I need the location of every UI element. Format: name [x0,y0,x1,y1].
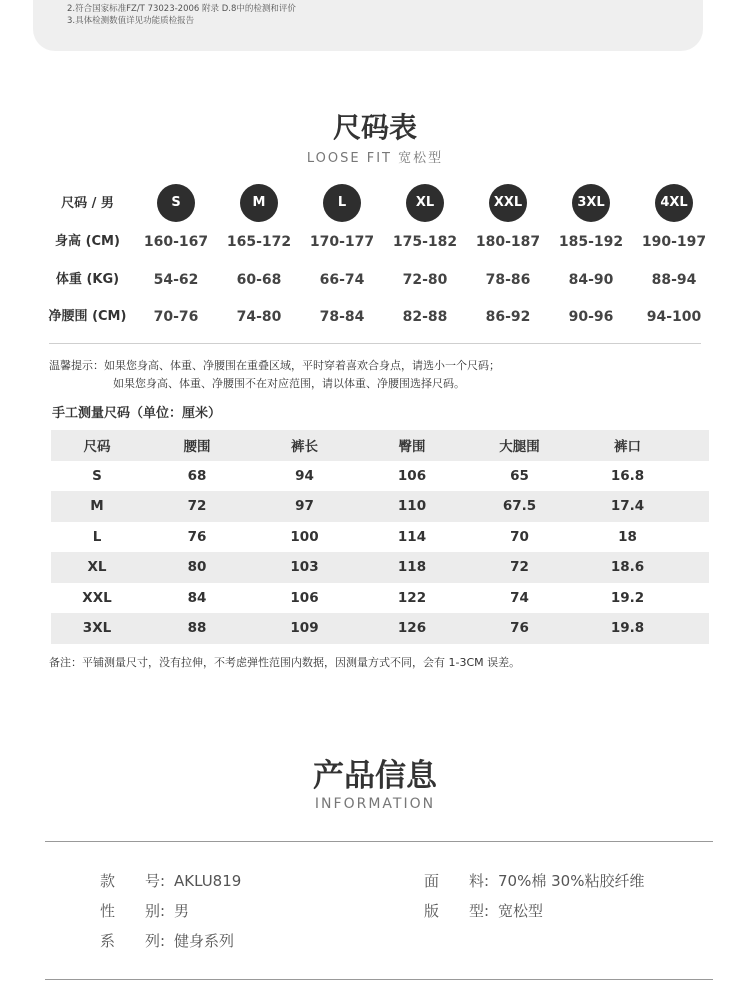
size-badge: L [323,184,361,222]
divider [45,979,713,980]
table-row [51,522,709,553]
table-cell: 17.4 [610,498,645,515]
table-cell: 16.8 [610,467,645,484]
table-row [51,552,709,583]
divider [45,841,713,842]
table-row [51,461,709,492]
table-cell: 80 [187,559,207,576]
table-cell: 18.6 [610,559,645,576]
table-cell: 68 [187,467,207,484]
table-cell: 76 [187,528,207,545]
table-spacer [682,613,709,644]
measure-table-title: 手工测量尺码（单位：厘米） [52,406,222,421]
top-note-line-2: 2.符合国家标准FZ/T 73023-2006 附录 D.8中的检测和评价 [67,4,296,14]
product-info-title: 产品信息 [313,758,437,794]
info-value: AKLU819 [174,872,242,890]
size-header-label: 尺码 / 男 [61,196,114,211]
size-header-row [40,184,720,224]
table-cell: 94 [295,467,314,484]
info-item-fit [424,900,543,921]
waist-label: 净腰围 (CM) [48,309,127,324]
table-cell: 72 [187,498,207,515]
table-cell: 122 [397,589,427,606]
info-label: 系 列: [100,932,166,950]
table-cell: 88 [187,620,207,637]
size-cell: 165-172 [226,234,292,250]
weight-row [40,260,720,300]
size-cell: 66-74 [319,272,365,288]
size-cell: 88-94 [651,272,697,288]
info-label: 版 型: [424,902,490,920]
table-cell: 18 [618,528,637,545]
size-cell: 170-177 [309,234,375,250]
height-label: 身高 (CM) [55,234,120,249]
table-cell: 106 [290,589,319,606]
table-cell: 76 [510,620,529,637]
table-cell: XL [87,559,107,576]
size-cell: 190-197 [641,234,707,250]
size-cell: 175-182 [392,234,458,250]
info-value: 健身系列 [174,932,235,950]
top-note-line-3: 3.具体检测数值详见功能质检报告 [67,16,195,26]
size-cell: 74-80 [236,309,282,325]
size-cell: 78-84 [319,309,365,325]
table-cell: 84 [187,589,207,606]
table-cell: 19.8 [610,620,645,637]
table-header-row [51,430,709,461]
weight-label: 体重 (KG) [55,272,120,287]
measure-table [51,430,709,644]
size-cell: 78-86 [485,272,531,288]
size-cell: 70-76 [153,309,199,325]
table-row [51,491,709,522]
table-cell: M [90,498,104,515]
size-cell: 94-100 [646,309,702,325]
table-cell: 72 [510,559,529,576]
table-spacer [682,430,709,461]
table-cell: XXL [82,589,112,606]
size-cell: 60-68 [236,272,282,288]
size-cell: 185-192 [558,234,624,250]
table-cell: 65 [510,467,529,484]
column-header: 裤口 [614,439,641,456]
column-header: 腰围 [183,439,211,456]
size-badge: M [240,184,278,222]
table-cell: 67.5 [502,498,537,515]
size-cell: 180-187 [475,234,541,250]
table-cell: 74 [510,589,529,606]
size-chart-title: 尺码表 [332,111,417,144]
waist-row [40,297,720,337]
table-cell: 126 [397,620,427,637]
table-cell: 3XL [82,620,112,637]
info-item-style-no [100,870,241,891]
size-cell: 86-92 [485,309,531,325]
table-spacer [682,552,709,583]
tip-line-1: 温馨提示：如果您身高、体重、净腰围在重叠区域，平时穿着喜欢合身点，请选小一个尺码； [49,359,500,372]
table-cell: 19.2 [610,589,645,606]
info-value: 70%棉 30%粘胶纤维 [498,872,645,890]
info-label: 性 别: [100,902,166,920]
table-cell: 114 [397,528,427,545]
table-cell: 97 [295,498,314,515]
size-badge: 3XL [572,184,610,222]
table-spacer [682,522,709,553]
size-cell: 84-90 [568,272,614,288]
info-item-series [100,930,234,951]
column-header: 大腿围 [499,439,540,456]
height-row [40,222,720,262]
product-info-subtitle: INFORMATION [314,796,436,812]
table-row [51,613,709,644]
size-cell: 54-62 [153,272,199,288]
divider [49,343,701,344]
table-cell: S [92,467,102,484]
table-cell: 106 [397,467,427,484]
info-value: 男 [174,902,190,920]
info-label: 款 号: [100,872,166,890]
table-cell: 100 [290,528,319,545]
size-cell: 160-167 [143,234,209,250]
table-spacer [682,491,709,522]
size-badge: S [157,184,195,222]
size-cell: 72-80 [402,272,448,288]
size-badge: XXL [489,184,527,222]
column-header: 裤长 [291,439,318,456]
table-cell: 109 [290,620,319,637]
column-header: 尺码 [83,439,111,456]
tip-line-2: 如果您身高、体重、净腰围不在对应范围，请以体重、净腰围选择尺码。 [113,377,465,390]
size-badge: XL [406,184,444,222]
table-spacer [682,583,709,614]
table-cell: 118 [397,559,427,576]
size-badge: 4XL [655,184,693,222]
info-item-gender [100,900,189,921]
size-cell: 82-88 [402,309,448,325]
table-cell: 70 [510,528,529,545]
size-chart-subtitle: LOOSE FIT 宽松型 [306,151,444,166]
table-spacer [682,461,709,492]
table-cell: 103 [290,559,319,576]
table-cell: L [92,528,102,545]
table-row [51,583,709,614]
column-header: 臀围 [398,439,426,456]
table-cell: 110 [397,498,427,515]
measure-note: 备注：平铺测量尺寸，没有拉伸，不考虑弹性范围内数据，因测量方式不同，会有 1-3CM 误差。 [49,656,521,669]
info-value: 宽松型 [498,902,544,920]
info-item-fabric [424,870,644,891]
size-cell: 90-96 [568,309,614,325]
info-label: 面 料: [424,872,490,890]
